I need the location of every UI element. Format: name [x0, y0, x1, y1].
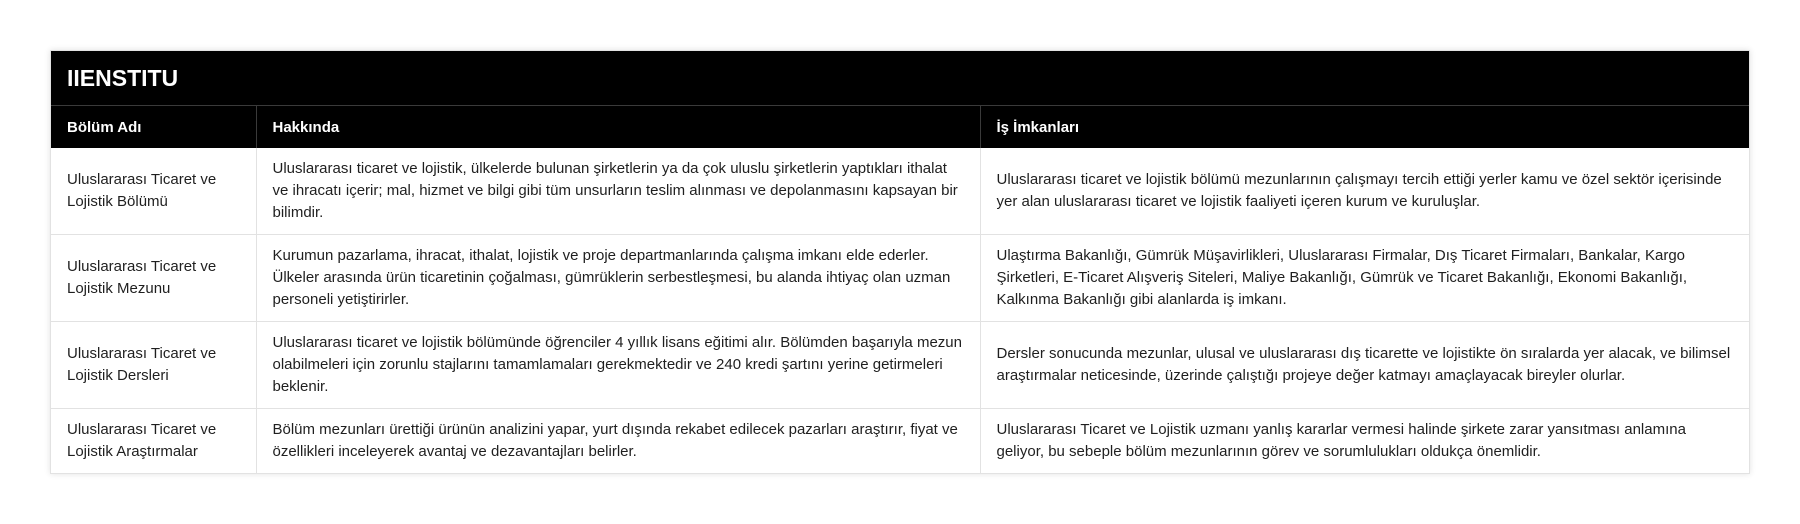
cell-name: Uluslararası Ticaret ve Lojistik Dersleri — [51, 322, 256, 409]
table-title: IIENSTITU — [51, 51, 1749, 106]
column-header-jobs: İş İmkanları — [980, 106, 1749, 148]
data-table — [51, 106, 1749, 473]
table-row — [51, 235, 1749, 322]
cell-name: Uluslararası Ticaret ve Lojistik Bölümü — [51, 148, 256, 235]
cell-jobs: Dersler sonucunda mezunlar, ulusal ve uluslararası dış ticarette ve lojistikte ön sıralarda yer alacak, ve bilimsel araştırmalar neticesinde, üzerinde çalıştığı projeye değer katmayı amaçlayacak bireyler olurlar. — [980, 322, 1749, 409]
cell-jobs: Uluslararası ticaret ve lojistik bölümü mezunlarının çalışmayı tercih ettiği yerler kamu ve özel sektör içerisinde yer alan uluslararası ticaret ve lojistik faaliyeti içeren kurum ve kuruluşlar. — [980, 148, 1749, 235]
cell-jobs: Uluslararası Ticaret ve Lojistik uzmanı yanlış kararlar vermesi halinde şirkete zarar yansıtması anlamına geliyor, bu sebeple bölüm mezunlarının görev ve sorumlulukları oldukça önemlidir. — [996, 421, 1686, 460]
column-header-name: Bölüm Adı — [51, 106, 256, 148]
cell-jobs: Ulaştırma Bakanlığı, Gümrük Müşavirlikleri, Uluslararası Firmalar, Dış Ticaret Firmaları, Bankalar, Kargo Şirketleri, E-Ticaret Alışveriş Siteleri, Maliye Bakanlığı, Gümrük ve Ticaret Bakanlığı, Ekonomi Bakanlığı, Kalkınma Bakanlığı gibi alanlarda iş imkanı. — [980, 235, 1749, 322]
table-row — [51, 148, 1749, 235]
table-row — [51, 322, 1749, 409]
cell-about: Bölüm mezunları ürettiği ürünün analizini yapar, yurt dışında rekabet edilecek pazarları araştırır, fiyat ve özellikleri inceleyerek avantaj ve dezavantajları belirler. — [256, 409, 980, 474]
cell-name: Uluslararası Ticaret ve Lojistik Mezunu — [51, 235, 256, 322]
table-row — [51, 409, 1749, 474]
header-row — [51, 106, 1749, 148]
data-table-container — [50, 50, 1750, 474]
column-header-about: Hakkında — [256, 106, 980, 148]
cell-name: Uluslararası Ticaret ve Lojistik Araştırmalar — [51, 409, 256, 474]
cell-about: Uluslararası ticaret ve lojistik bölümünde öğrenciler 4 yıllık lisans eğitimi alır. Bölümden başarıyla mezun olabilmeleri için zorunlu stajlarını tamamlamaları gerekmektedir ve 240 kredi şartını yerine getirmeleri beklenir. — [256, 322, 980, 409]
cell-about: Uluslararası ticaret ve lojistik, ülkelerde bulunan şirketlerin ya da çok uluslu şirketlerin yaptıkları ithalat ve ihracatı içerir; mal, hizmet ve bilgi gibi tüm unsurların teslim alınması ve depolanmasını kapsayan bir bilimdir. — [256, 148, 980, 235]
cell-about: Kurumun pazarlama, ihracat, ithalat, lojistik ve proje departmanlarında çalışma imkanı elde ederler. Ülkeler arasında ürün ticaretinin çoğalması, gümrüklerin serbestleşmesi, bu alanda ihtiyaç olan uzman personeli yetiştirirler. — [256, 235, 980, 322]
